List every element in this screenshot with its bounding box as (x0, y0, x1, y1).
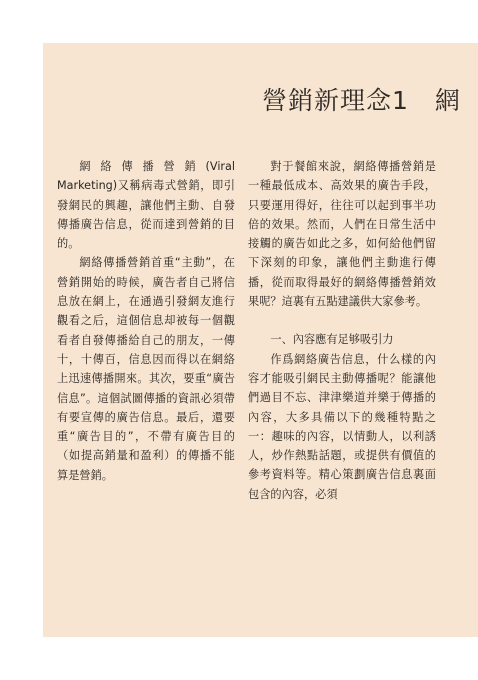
left-text-column (57, 157, 235, 485)
right-text-column (248, 157, 436, 504)
paragraph: 對于餐館來說，網絡傳播營銷是一種最低成本、高效果的廣告手段，只要運用得好，往往可以起到事半功倍的效果。然而，人們在日常生活中接觸的廣告如此之多，如何給他們留下深刻的印象，讓他們主動進行傳播，從而取得最好的網絡傳播營銷效果呢？這裏有五點建議供大家參考。 (248, 160, 436, 309)
section-subheading: 一、內容應有足够吸引力 (270, 333, 394, 347)
paragraph: 網絡傳播營銷(Viral Marketing)又稱病毒式營銷，即引發網民的興趣，讓他們主動、自發傳播廣告信息，從而達到營銷的目的。 (57, 160, 235, 251)
paragraph-spacer (248, 311, 436, 330)
page-title: 營銷新理念1 網 (262, 86, 461, 115)
paragraph: 作爲網絡廣告信息，什么樣的內容才能吸引網民主動傳播呢？能讓他們過目不忘、津津樂道并樂于傳播的內容，大多具備以下的幾種特點之一：趣味的內容，以情動人，以利誘人，炒作熱點話題，或提供有價值的參考資料等。精心策劃廣告信息裏面包含的內容，必須 (248, 352, 436, 501)
paragraph: 網絡傳播營銷首重“主動”，在營銷開始的時候，廣告者自己將信息放在網上，在通過引發網友進行觀看之后，這個信息却被每一個觀看者自發傳播給自己的朋友，一傳十，十傳百，信息因而得以在網絡上迅速傳播開來。其次，要重“廣告信息”。這個試圖傳播的資訊必須帶有要宣傳的廣告信息。最后，還要重“廣告目的”，不帶有廣告目的（如提高銷量和盈利）的傳播不能算是營銷。 (57, 256, 235, 482)
